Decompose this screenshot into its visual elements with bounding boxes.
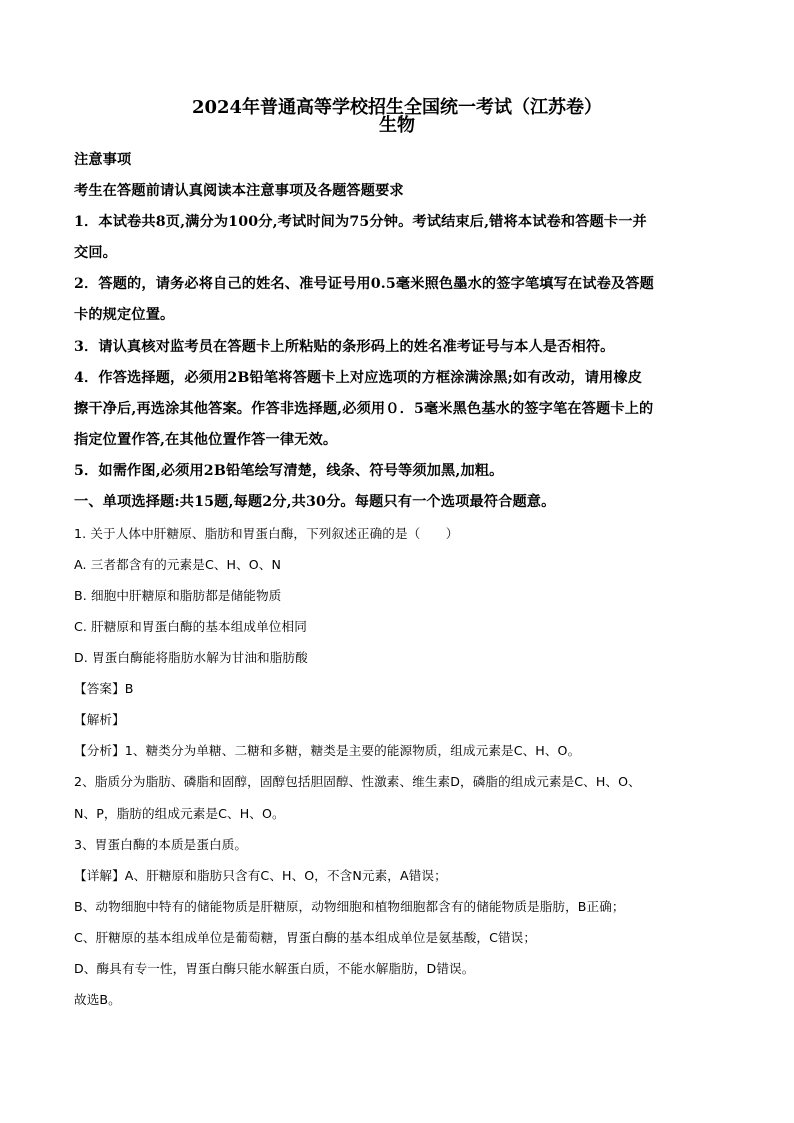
xiangjie-b: B、动物细胞中特有的储能物质是肝糖原，动物细胞和植物细胞都含有的储能物质是脂肪，B正确； [74,899,625,914]
question-1-option-c: C. 肝糖原和胃蛋白酶的基本组成单位相同 [74,619,307,634]
notice-item-4-line-1: 4．作答选择题，必须用2B铅笔将答题卡上对应选项的方框涂满涂黑;如有改动，请用橡皮 [74,370,643,386]
question-1-option-d: D. 胃蛋白酶能将脂肪水解为甘油和脂肪酸 [74,650,308,665]
answer-tag: 【答案】 [74,681,125,696]
question-1-option-a: A. 三者都含有的元素是C、H、O、N [74,557,282,572]
notice-heading: 注意事项 [74,152,132,168]
fenxi-point-3: 3、胃蛋白酶的本质是蛋白质。 [74,837,248,852]
analysis-tag: 【解析】 [74,712,125,727]
notice-item-4-line-2: 擦干净后,再选涂其他答案。作答非选择题,必须用０．5毫米黑色基水的签字笔在答题卡上的 [74,401,654,417]
fenxi-line-1 [74,741,720,761]
xiangjie-tag: 【详解】 [74,868,125,883]
xiangjie-line-a [74,866,720,886]
answer-value: B [124,681,134,696]
section-heading: 一、单项选择题:共15题,每题2分,共30分。每题只有一个选项最符合题意。 [74,494,556,510]
answer-line [74,679,720,699]
subject-title-text: 生物 [379,115,415,136]
notice-item-4-line-3: 指定位置作答,在其他位置作答一律无效。 [74,432,338,448]
question-1-stem: 1. 关于人体中肝糖原、脂肪和胃蛋白酶，下列叙述正确的是（ ） [74,526,459,541]
notice-item-5: 5．如需作图,必须用2B铅笔绘写清楚，线条、符号等须加黑,加粗。 [74,463,504,479]
fenxi-tag: 【分析】 [74,743,125,758]
notice-item-3: 3．请认真核对监考员在答题卡上所粘贴的条形码上的姓名准考证号与本人是否相符。 [74,339,615,355]
exam-title: 2024年普通高等学校招生全国统一考试（江苏卷） [191,97,603,118]
notice-item-1-line-1: 1．本试卷共8页,满分为100分,考试时间为75分钟。考试结束后,错将本试卷和答题卡一并 [74,214,647,230]
xiangjie-d: D、酶具有专一性，胃蛋白酶只能水解蛋白质，不能水解脂肪，D错误。 [74,961,475,976]
conclusion: 故选B。 [74,992,121,1007]
notice-item-1-line-2: 交回。 [74,245,118,261]
notice-intro: 考生在答题前请认真阅读本注意事项及各题答题要求 [74,183,404,199]
fenxi-point-2-line-1: 2、脂质分为脂肪、磷脂和固醇，固醇包括胆固醇、性激素、维生素D，磷脂的组成元素是C、H、O、 [74,774,641,789]
subject-title [0,114,794,138]
question-1-option-b: B. 细胞中肝糖原和脂肪都是储能物质 [74,588,282,603]
xiangjie-a: A、肝糖原和脂肪只含有C、H、O，不含N元素，A错误； [124,868,447,883]
notice-item-2-line-2: 卡的规定位置。 [74,307,175,323]
fenxi-point-1: 1、糖类分为单糖、二糖和多糖，糖类是主要的能源物质，组成元素是C、H、O。 [124,743,581,758]
fenxi-point-2-line-2: N、P，脂肪的组成元素是C、H、O。 [74,806,285,821]
xiangjie-c: C、肝糖原的基本组成单位是葡萄糖，胃蛋白酶的基本组成单位是氨基酸，C错误； [74,930,537,945]
notice-item-2-line-1: 2．答题的，请务必将自己的姓名、准号证号用0.5毫米照色墨水的签字笔填写在试卷及答题 [74,276,654,292]
